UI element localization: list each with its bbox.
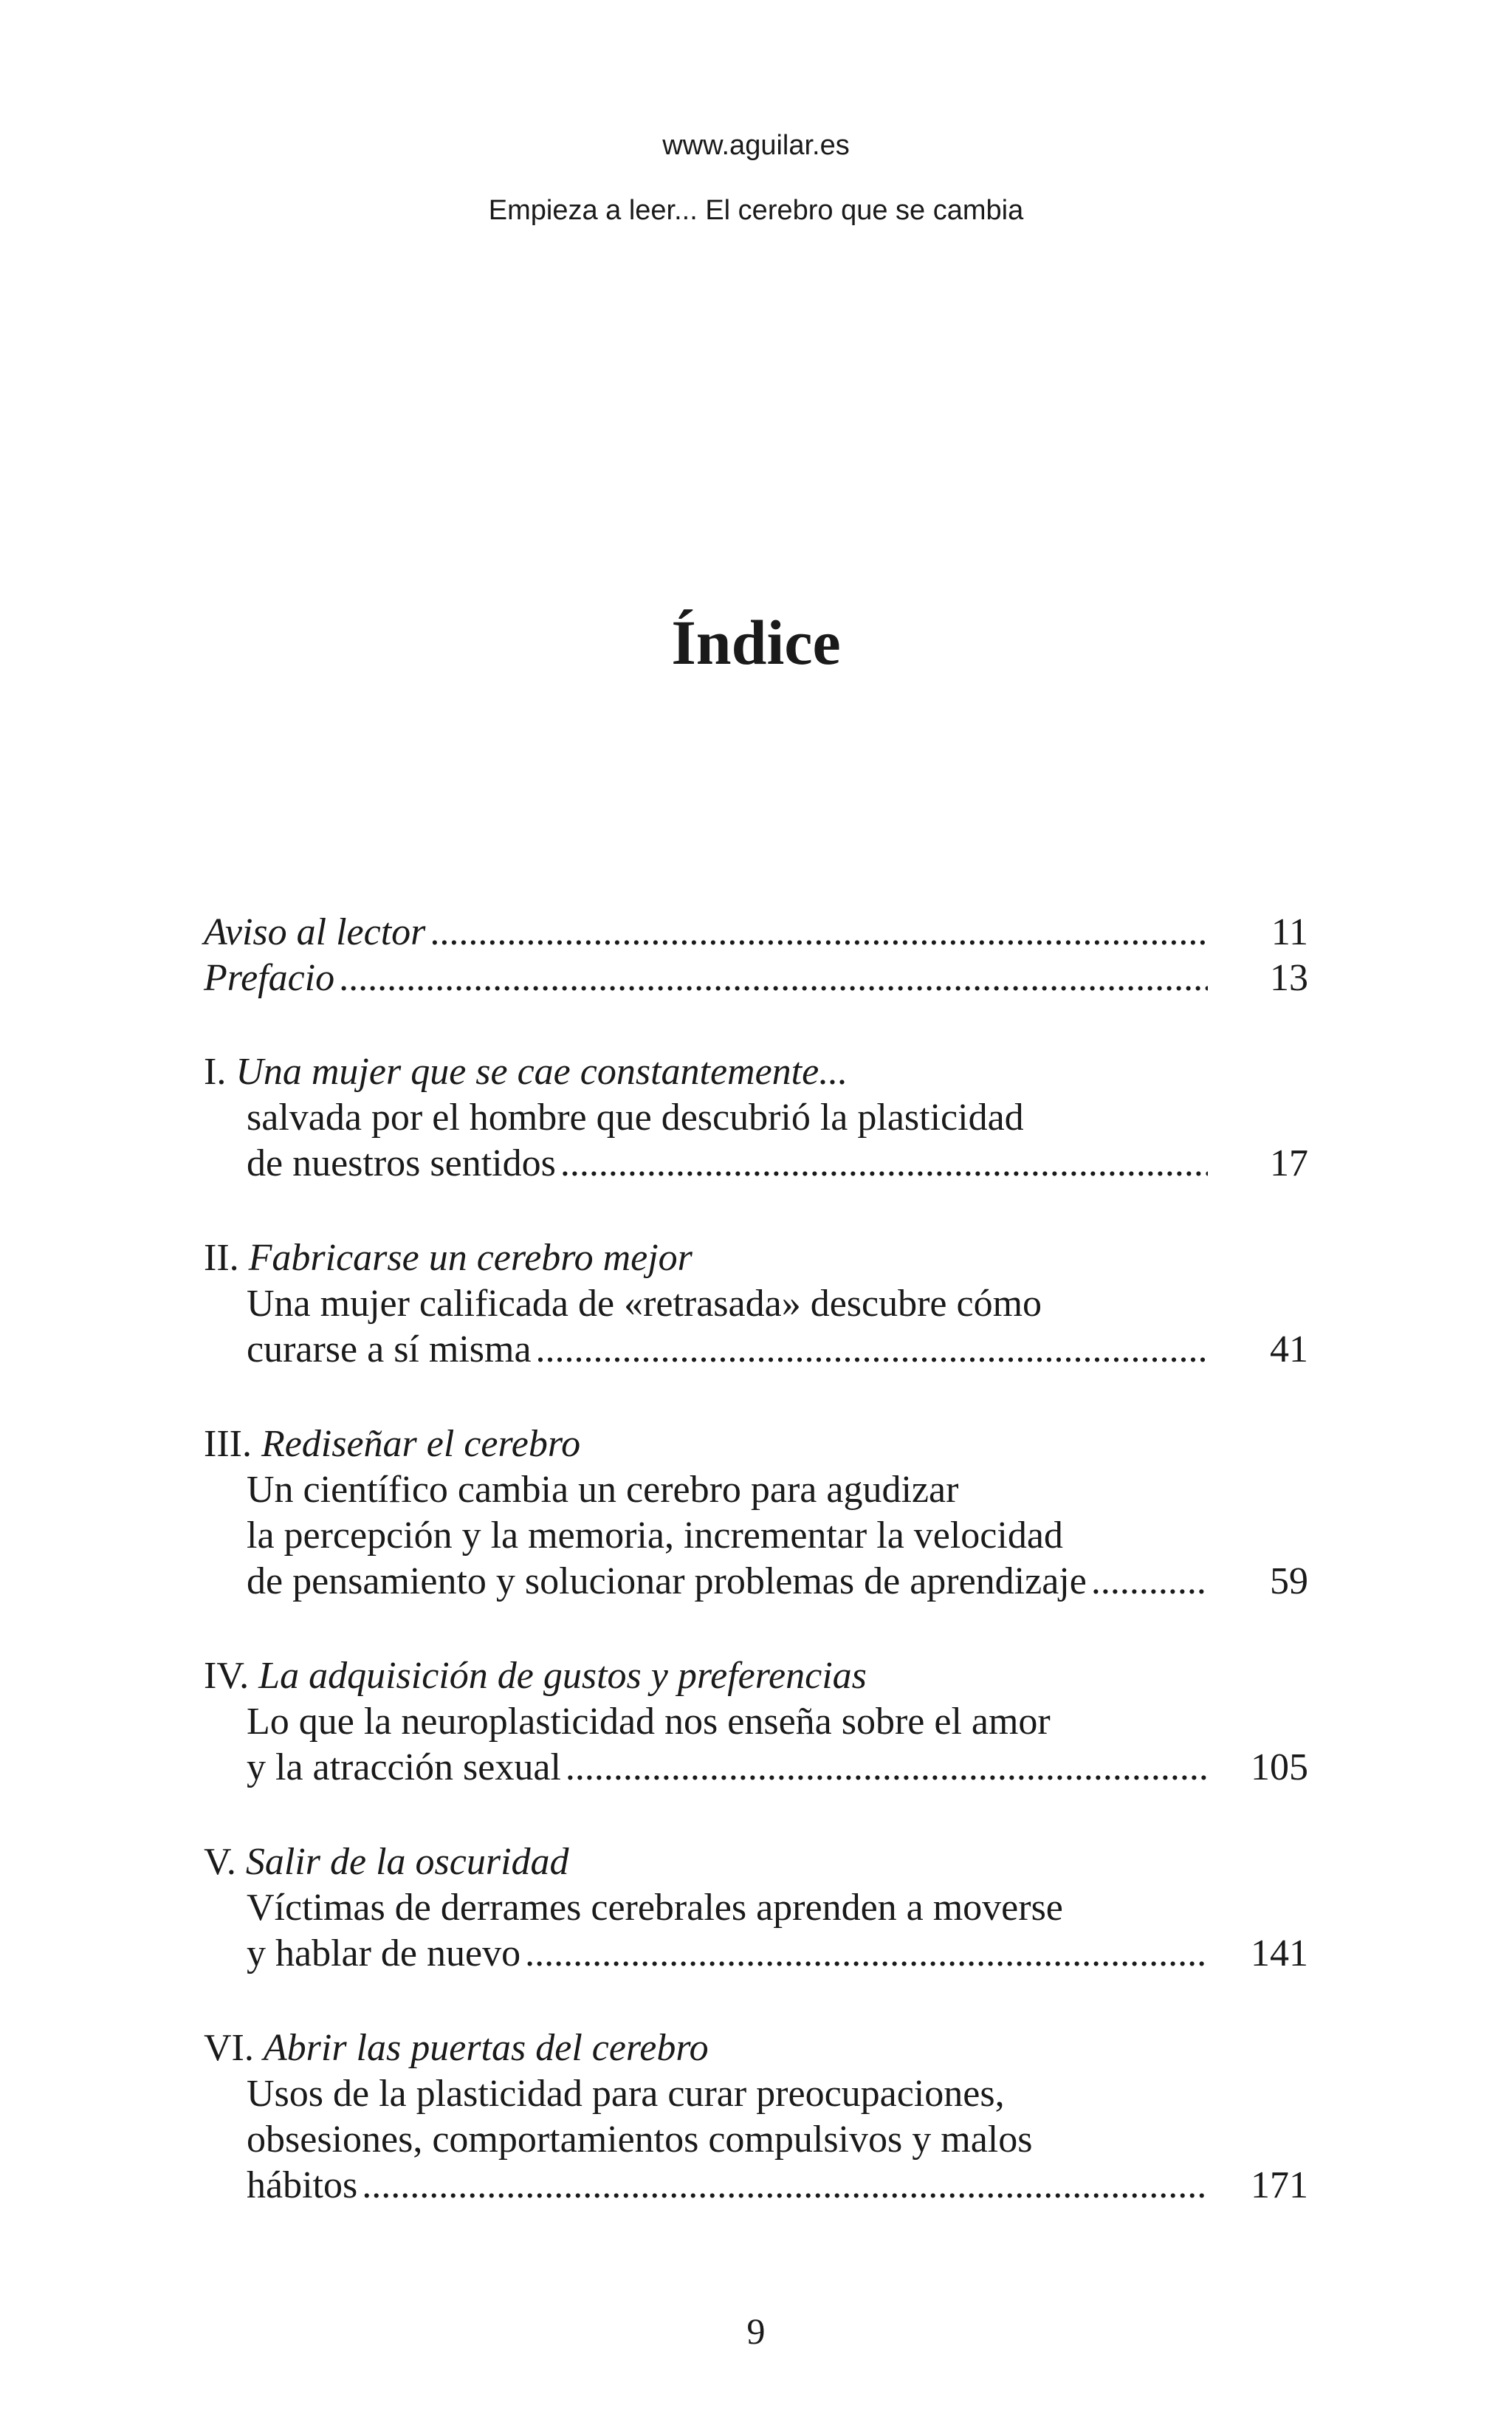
toc-chapter-4 — [204, 1653, 1308, 1791]
site-url: www.aguilar.es — [662, 130, 850, 161]
chapter-heading — [204, 1235, 1308, 1281]
chapter-number: III. — [204, 1423, 252, 1465]
chapter-title: Una mujer que se cae constantemente... — [236, 1051, 848, 1093]
dot-leader — [362, 2163, 1208, 2209]
chapter-subtitle-line — [204, 2117, 1308, 2163]
chapter-subtitle-last-line — [204, 1745, 1308, 1791]
chapter-subtitle-last-line — [204, 1327, 1308, 1373]
dot-leader — [430, 910, 1208, 955]
chapter-subtitle: salvada por el hombre que descubrió la plasticidad — [247, 1097, 1024, 1139]
chapter-number: II. — [204, 1237, 239, 1279]
toc-chapter-5 — [204, 1839, 1308, 1977]
running-title: Empieza a leer... El cerebro que se cambia — [488, 195, 1024, 226]
chapter-subtitle-last-line — [204, 2163, 1308, 2209]
toc-entry-page: 59 — [1270, 1560, 1308, 1602]
chapter-subtitle: Víctimas de derrames cerebrales aprenden a moverse — [247, 1887, 1063, 1929]
toc-entry-title: Prefacio — [204, 957, 335, 999]
chapter-title: Abrir las puertas del cerebro — [263, 2027, 709, 2069]
chapter-subtitle-line — [204, 1885, 1308, 1931]
chapter-subtitle: y la atracción sexual — [247, 1746, 561, 1788]
chapter-subtitle: Una mujer calificada de «retrasada» descubre cómo — [247, 1283, 1042, 1325]
page-title: Índice — [671, 607, 841, 678]
toc-chapter-2 — [204, 1235, 1308, 1373]
chapter-subtitle: curarse a sí misma — [247, 1328, 532, 1370]
chapter-number: IV. — [204, 1655, 250, 1697]
dot-leader — [536, 1327, 1208, 1373]
table-of-contents — [204, 910, 1308, 2209]
chapter-heading — [204, 1653, 1308, 1699]
toc-entry-page: 171 — [1251, 2164, 1308, 2206]
chapter-subtitle-line — [204, 1513, 1308, 1559]
toc-chapter-6 — [204, 2025, 1308, 2209]
chapter-heading — [204, 1839, 1308, 1885]
toc-entry-page: 41 — [1270, 1328, 1308, 1370]
chapter-heading — [204, 1049, 1308, 1095]
chapter-subtitle: Usos de la plasticidad para curar preocupaciones, — [247, 2073, 1005, 2115]
chapter-number: V. — [204, 1841, 236, 1883]
chapter-number: I. — [204, 1051, 227, 1093]
page-number: 9 — [746, 2310, 766, 2352]
chapter-subtitle: Lo que la neuroplasticidad nos enseña sobre el amor — [247, 1701, 1051, 1743]
toc-entry-page: 13 — [1270, 957, 1308, 999]
toc-chapter-3 — [204, 1421, 1308, 1605]
dot-leader — [566, 1745, 1208, 1791]
toc-entry-page: 141 — [1251, 1932, 1308, 1974]
toc-chapter-1 — [204, 1049, 1308, 1187]
chapter-title: La adquisición de gustos y preferencias — [258, 1655, 867, 1697]
toc-entry-page: 105 — [1251, 1746, 1308, 1788]
chapter-number: VI. — [204, 2027, 254, 2069]
chapter-subtitle: hábitos — [247, 2164, 358, 2206]
chapter-subtitle: de nuestros sentidos — [247, 1142, 556, 1184]
chapter-title: Rediseñar el cerebro — [261, 1423, 581, 1465]
chapter-subtitle: y hablar de nuevo — [247, 1932, 521, 1974]
dot-leader — [525, 1931, 1208, 1977]
chapter-subtitle: Un científico cambia un cerebro para agudizar — [247, 1469, 959, 1511]
chapter-subtitle: obsesiones, comportamientos compulsivos y malos — [247, 2118, 1033, 2161]
toc-entry-page: 17 — [1270, 1142, 1308, 1184]
chapter-subtitle-line — [204, 1699, 1308, 1745]
chapter-title: Fabricarse un cerebro mejor — [248, 1237, 693, 1279]
toc-entry-title: Aviso al lector — [204, 911, 426, 953]
chapter-subtitle-last-line — [204, 1931, 1308, 1977]
chapter-subtitle-line — [204, 1281, 1308, 1327]
toc-entry-prefacio — [204, 955, 1308, 1001]
chapter-title: Salir de la oscuridad — [245, 1841, 569, 1883]
dot-leader — [560, 1141, 1208, 1187]
chapter-subtitle-last-line — [204, 1141, 1308, 1187]
toc-entry-aviso — [204, 910, 1308, 955]
toc-entry-page: 11 — [1271, 911, 1308, 953]
chapter-heading — [204, 1421, 1308, 1467]
chapter-subtitle-line — [204, 2071, 1308, 2117]
chapter-subtitle: de pensamiento y solucionar problemas de aprendizaje — [247, 1560, 1087, 1602]
dot-leader — [1091, 1559, 1208, 1605]
chapter-subtitle: la percepción y la memoria, incrementar la velocidad — [247, 1514, 1063, 1557]
chapter-subtitle-line — [204, 1467, 1308, 1513]
chapter-subtitle-last-line — [204, 1559, 1308, 1605]
chapter-heading — [204, 2025, 1308, 2071]
chapter-subtitle-line — [204, 1095, 1308, 1141]
dot-leader — [339, 955, 1208, 1001]
